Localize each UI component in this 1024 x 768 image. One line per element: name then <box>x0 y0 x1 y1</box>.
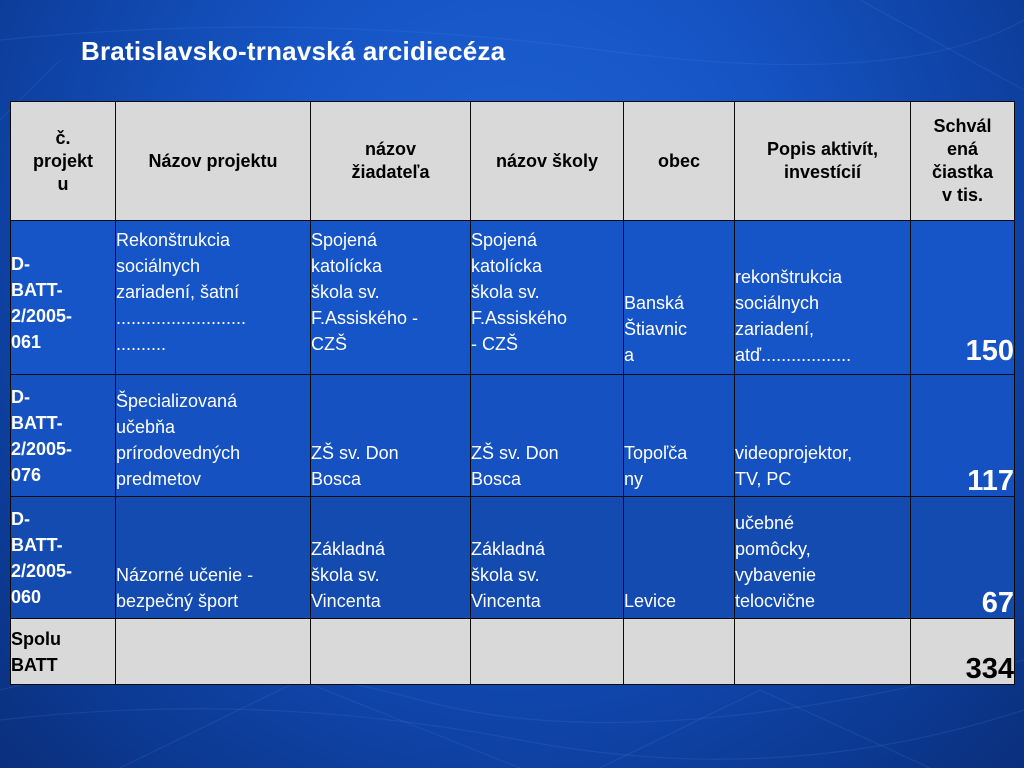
total-label-cell: Spolu BATT <box>11 619 116 685</box>
header-description: Popis aktivít, investícií <box>735 102 911 221</box>
description-cell: rekonštrukcia sociálnych zariadení, atď.................. <box>735 221 911 375</box>
town-cell: Levice <box>624 497 735 619</box>
project-name-cell: Špecializovaná učebňa prírodovedných predmetov <box>116 375 311 497</box>
projects-table <box>10 101 1015 685</box>
town-cell: Topoľča ny <box>624 375 735 497</box>
school-cell: ZŠ sv. Don Bosca <box>471 375 624 497</box>
empty-cell <box>116 619 311 685</box>
table-header-row <box>11 102 1015 221</box>
project-name-cell: Rekonštrukcia sociálnych zariadení, šatní .......................... .......... <box>116 221 311 375</box>
project-id-cell: D- BATT- 2/2005- 076 <box>11 375 116 497</box>
table-row <box>11 497 1015 619</box>
table-row <box>11 221 1015 375</box>
header-project-number: č. projekt u <box>11 102 116 221</box>
school-cell: Spojená katolícka škola sv. F.Assiského - CZŠ <box>471 221 624 375</box>
applicant-cell: ZŠ sv. Don Bosca <box>311 375 471 497</box>
applicant-cell: Základná škola sv. Vincenta <box>311 497 471 619</box>
page-title: Bratislavsko-trnavská arcidiecéza <box>81 36 506 66</box>
description-cell: videoprojektor, TV, PC <box>735 375 911 497</box>
project-name-cell: Názorné učenie - bezpečný šport <box>116 497 311 619</box>
project-id-cell: D- BATT- 2/2005- 060 <box>11 497 116 619</box>
town-cell: Banská Štiavnic a <box>624 221 735 375</box>
empty-cell <box>735 619 911 685</box>
school-cell: Základná škola sv. Vincenta <box>471 497 624 619</box>
header-applicant: názov žiadateľa <box>311 102 471 221</box>
header-school: názov školy <box>471 102 624 221</box>
header-project-name: Názov projektu <box>116 102 311 221</box>
description-cell: učebné pomôcky, vybavenie telocvične <box>735 497 911 619</box>
table-row <box>11 375 1015 497</box>
total-amount-cell: 334 <box>911 619 1015 685</box>
amount-cell: 150 <box>911 221 1015 375</box>
amount-cell: 67 <box>911 497 1015 619</box>
amount-cell: 117 <box>911 375 1015 497</box>
empty-cell <box>471 619 624 685</box>
applicant-cell: Spojená katolícka škola sv. F.Assiského - CZŠ <box>311 221 471 375</box>
header-town: obec <box>624 102 735 221</box>
project-id-cell: D- BATT- 2/2005- 061 <box>11 221 116 375</box>
empty-cell <box>624 619 735 685</box>
empty-cell <box>311 619 471 685</box>
header-amount: Schvál ená čiastka v tis. <box>911 102 1015 221</box>
total-row <box>11 619 1015 685</box>
